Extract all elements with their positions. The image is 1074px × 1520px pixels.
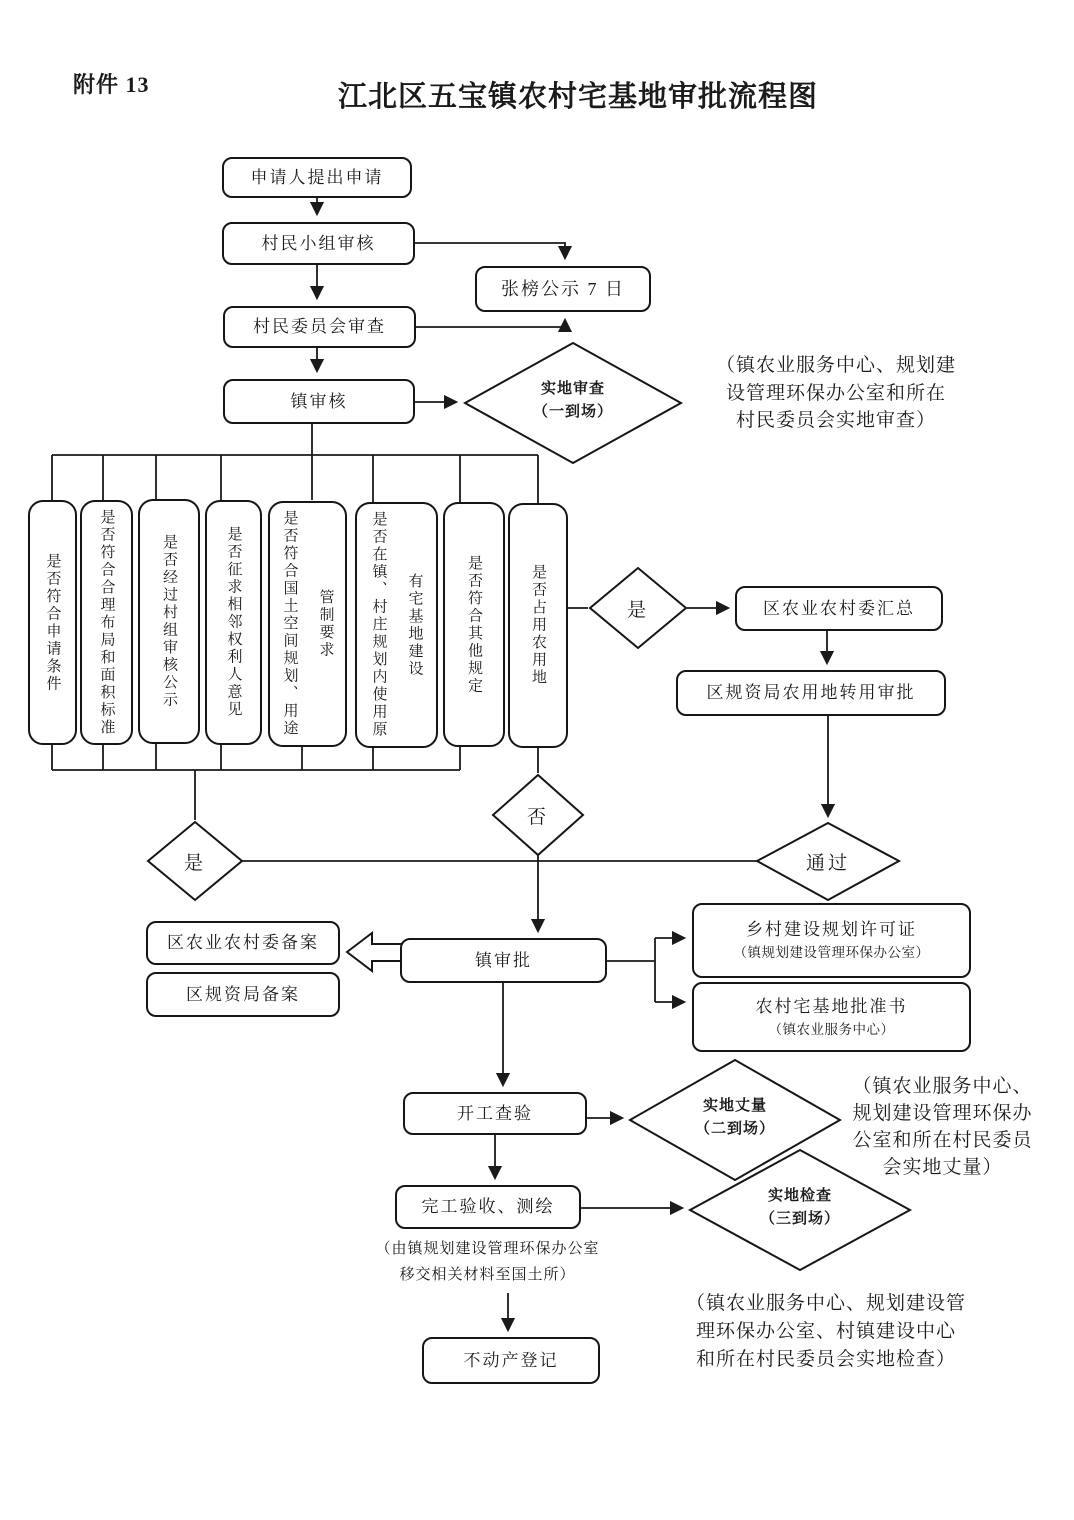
note-site-review: （镇农业服务中心、规划建 设管理环保办公室和所在 村民委员会实地审查） bbox=[715, 355, 956, 431]
node-committee-review: 村民委员会审查 bbox=[223, 306, 416, 348]
homestead-approval-doc-title: 农村宅基地批准书 bbox=[755, 996, 908, 1016]
condition-existing-homestead: 是否在镇、村庄规划内使用原有宅基地建设 bbox=[355, 502, 438, 748]
node-district-agri-summary: 区农业农村委汇总 bbox=[735, 586, 943, 631]
page-title: 江北区五宝镇农村宅基地审批流程图 bbox=[338, 81, 819, 113]
node-town-review: 镇审核 bbox=[223, 379, 415, 424]
note-completion-handover: （由镇规划建设管理环保办公室 移交相关材料至国土所） bbox=[375, 1241, 600, 1283]
note-site-measure: （镇农业服务中心、 规划建设管理环保办 公室和所在村民委员 会实地丈量） bbox=[852, 1076, 1033, 1178]
condition-neighbor-opinion: 是否征求相邻权利人意见 bbox=[205, 500, 262, 745]
condition-other-rules: 是否符合其他规定 bbox=[443, 502, 505, 747]
note-site-inspect: （镇农业服务中心、规划建设管 理环保办公室、村镇建设中心 和所在村民委员会实地检查） bbox=[685, 1293, 966, 1370]
decision-site-measure: 实地丈量 （二到场） bbox=[694, 1098, 775, 1137]
planning-permit-sub: （镇规划建设管理环保办公室） bbox=[733, 945, 930, 961]
decision-site-review: 实地审查 （一到场） bbox=[532, 381, 613, 420]
decision-farmland-no: 否 bbox=[526, 807, 549, 828]
condition-layout-area: 是否符合合理布局和面积标准 bbox=[80, 500, 133, 745]
condition-village-publicity: 是否经过村组审核公示 bbox=[138, 499, 200, 744]
hollow-left-arrow-icon bbox=[347, 933, 404, 971]
node-land-record: 区规资局备案 bbox=[146, 972, 340, 1017]
node-planning-permit bbox=[692, 903, 971, 978]
decision-site-inspect: 实地检查 （三到场） bbox=[759, 1188, 840, 1227]
node-apply: 申请人提出申请 bbox=[222, 157, 412, 198]
homestead-approval-doc-sub: （镇农业服务中心） bbox=[768, 1021, 895, 1037]
decision-conditions-yes: 是 bbox=[183, 853, 206, 874]
condition-apply-criteria: 是否符合申请条件 bbox=[28, 500, 77, 745]
node-town-approval: 镇审批 bbox=[400, 938, 607, 983]
condition-spatial-planning: 是否符合国土空间规划、用途管制要求 bbox=[268, 501, 347, 747]
node-publicity: 张榜公示 7 日 bbox=[475, 266, 651, 312]
node-homestead-approval-doc bbox=[692, 982, 971, 1052]
node-group-review: 村民小组审核 bbox=[222, 222, 415, 265]
node-completion: 完工验收、测绘 bbox=[395, 1185, 581, 1229]
condition-farmland-occupation: 是否占用农用地 bbox=[508, 503, 568, 748]
decision-farmland-yes: 是 bbox=[626, 600, 649, 621]
node-registration: 不动产登记 bbox=[422, 1337, 600, 1384]
planning-permit-title: 乡村建设规划许可证 bbox=[746, 920, 917, 940]
node-agri-record: 区农业农村委备案 bbox=[146, 921, 340, 965]
decision-pass: 通过 bbox=[805, 853, 850, 874]
attachment-label: 附件 13 bbox=[73, 72, 150, 97]
node-start-check: 开工查验 bbox=[403, 1092, 587, 1135]
node-land-conversion-approval: 区规资局农用地转用审批 bbox=[676, 670, 946, 716]
